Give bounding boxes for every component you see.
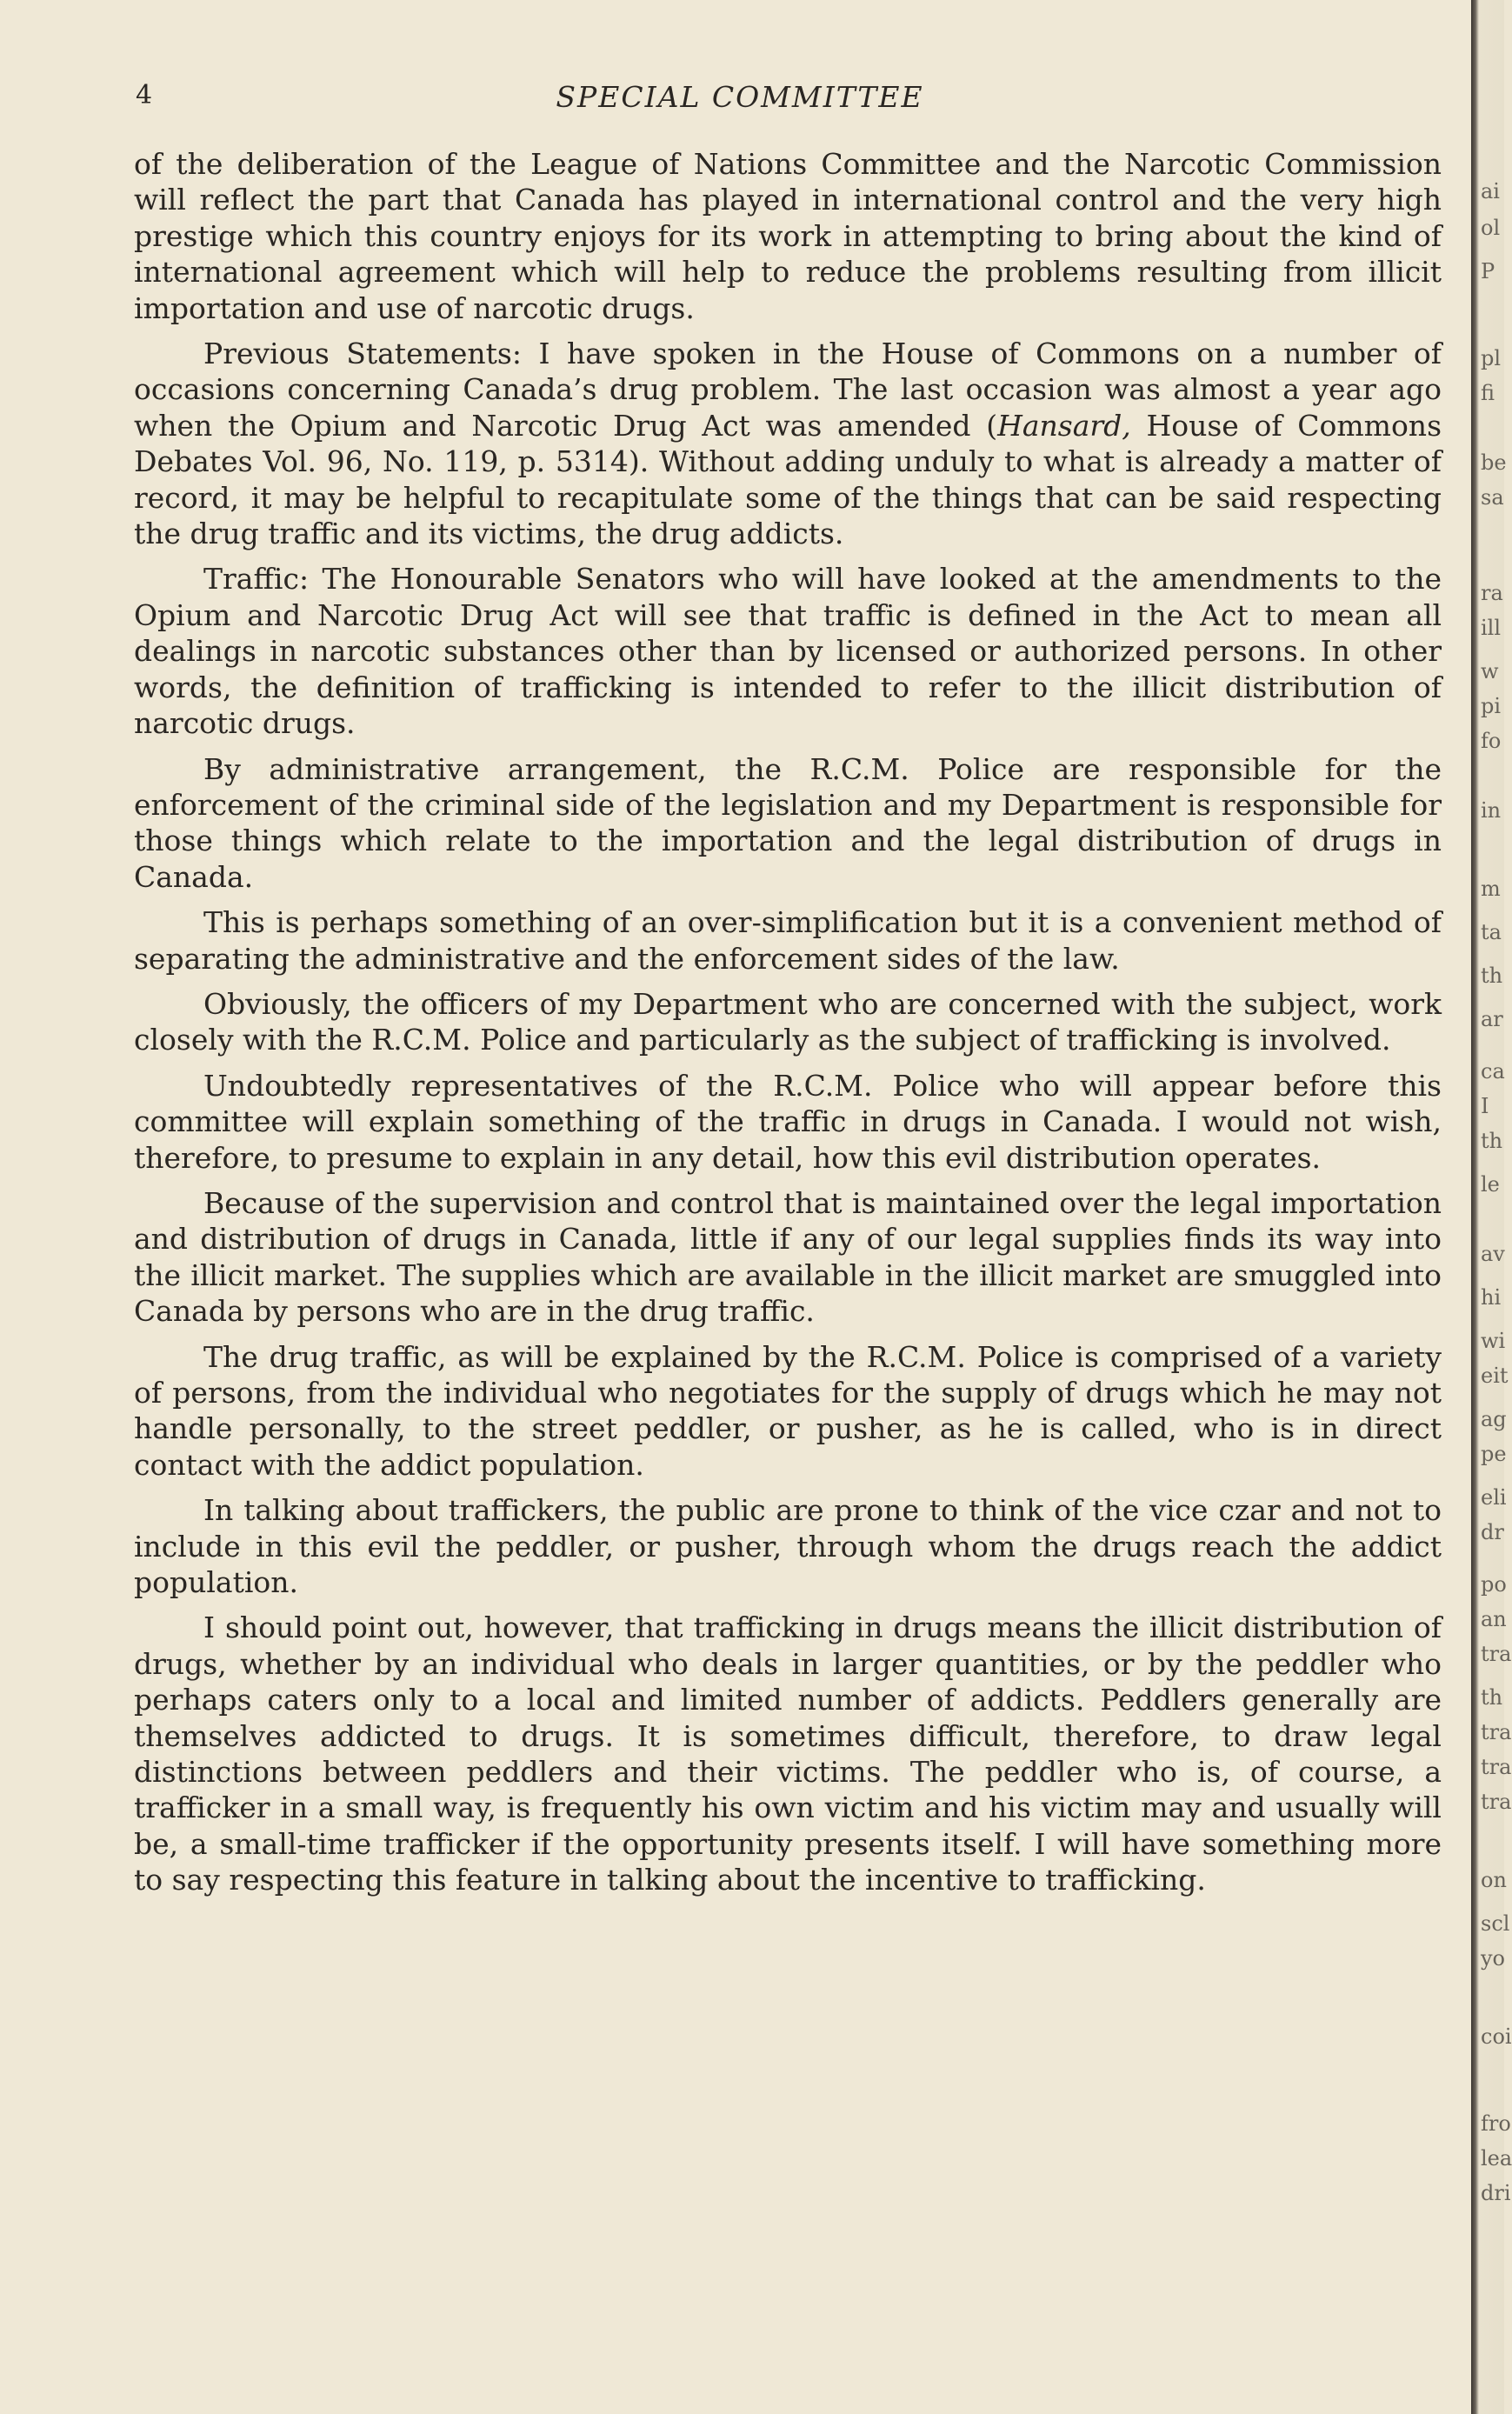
- page-header: [0, 75, 1471, 118]
- edge-fragment: ra: [1481, 581, 1503, 605]
- edge-fragment: pe: [1481, 1442, 1507, 1466]
- edge-fragment: dr: [1481, 1520, 1504, 1544]
- edge-fragment: po: [1481, 1572, 1507, 1597]
- edge-fragment: pi: [1481, 694, 1502, 718]
- edge-fragment: on: [1481, 1868, 1507, 1892]
- edge-fragment: th: [1481, 1129, 1503, 1153]
- edge-fragment: ag: [1481, 1407, 1507, 1431]
- edge-fragment: tra: [1481, 1790, 1512, 1814]
- edge-fragment: fi: [1481, 381, 1495, 405]
- edge-fragment: ill: [1481, 616, 1502, 640]
- adjacent-page-edge-text: [1481, 165, 1512, 2391]
- edge-fragment: m: [1481, 877, 1501, 901]
- edge-fragment: yo: [1481, 1946, 1506, 1971]
- edge-fragment: wi: [1481, 1329, 1506, 1353]
- edge-fragment: fo: [1481, 729, 1502, 753]
- edge-fragment: th: [1481, 1685, 1503, 1710]
- edge-fragment: th: [1481, 964, 1503, 988]
- edge-fragment: ai: [1481, 179, 1500, 203]
- paragraph: In talking about traffickers, the public are prone to think of the vice czar and not to include in this evil the peddler, or pusher, through whom the drugs reach the addict population.: [134, 1493, 1442, 1600]
- edge-fragment: dri: [1481, 2181, 1511, 2205]
- paragraph: This is perhaps something of an over-simplification but it is a convenient method of separating the administrative and the enforcement sides of the law.: [134, 905, 1442, 976]
- page-number: 4: [136, 80, 153, 110]
- edge-fragment: tra: [1481, 1642, 1512, 1666]
- edge-fragment: scl: [1481, 1911, 1510, 1936]
- paragraph: I should point out, however, that trafficking in drugs means the illicit distribution of drugs, whether by an individual who deals in larger quantities, or by the peddler who perhaps caters only to a local and limited number of addicts. Peddlers generally are themselves addicted to drugs. It is sometimes difficult, therefore, to draw legal distinctions between peddlers and their victims. The peddler who is, of course, a trafficker in a small way, is frequently his own victim and his victim may and usually will be, a small-time trafficker if the opportunity presents itself. I will have something more to say respecting this feature in talking about the incentive to trafficking.: [134, 1610, 1442, 1897]
- edge-fragment: tra: [1481, 1755, 1512, 1779]
- edge-fragment: an: [1481, 1607, 1507, 1631]
- edge-fragment: lea: [1481, 2146, 1512, 2171]
- edge-fragment: eli: [1481, 1485, 1507, 1510]
- edge-fragment: eit: [1481, 1364, 1509, 1388]
- edge-fragment: pl: [1481, 346, 1502, 370]
- edge-fragment: av: [1481, 1242, 1505, 1266]
- edge-fragment: I: [1481, 1094, 1489, 1118]
- edge-fragment: in: [1481, 798, 1502, 823]
- edge-fragment: coi: [1481, 2024, 1512, 2049]
- edge-fragment: hi: [1481, 1285, 1502, 1310]
- citation-italic: Hansard,: [997, 408, 1131, 443]
- edge-fragment: ar: [1481, 1007, 1503, 1031]
- edge-fragment: sa: [1481, 485, 1504, 510]
- paragraph: Traffic: The Honourable Senators who will have looked at the amendments to the Opium and Narcotic Drug Act will see that traffic is defined in the Act to mean all dealings in narcotic substances other than by licensed or authorized persons. In other words, the definition of trafficking is intended to refer to the illicit distribution of narcotic drugs.: [134, 562, 1442, 741]
- edge-fragment: le: [1481, 1172, 1500, 1197]
- paragraph: of the deliberation of the League of Nations Committee and the Narcotic Commission will reflect the part that Canada has played in international control and the very high prestige which this country enjoys for its work in attempting to bring about the kind of international agreement which will help to reduce the problems resulting from illicit importation and use of narcotic drugs.: [134, 147, 1442, 325]
- running-head: SPECIAL COMMITTEE: [556, 80, 924, 114]
- paragraph: Undoubtedly representatives of the R.C.M. Police who will appear before this committee will explain something of the traffic in drugs in Canada. I would not wish, therefore, to presume to explain in any detail, how this evil distribution operates.: [134, 1068, 1442, 1175]
- paragraph: Previous Statements: I have spoken in the House of Commons on a number of occasions concerning Canada’s drug problem. The last occasion was almost a year ago when the Opium and Narcotic Drug Act was amended (Hansard, House of Commons Debates Vol. 96, No. 119, p. 5314). Without adding unduly to what is already a matter of record, it may be helpful to recapitulate some of the things that can be said respecting the drug traffic and its victims, the drug addicts.: [134, 337, 1442, 551]
- edge-fragment: be: [1481, 450, 1507, 475]
- edge-fragment: ta: [1481, 920, 1502, 944]
- paragraph: The drug traffic, as will be explained by the R.C.M. Police is comprised of a variety of persons, from the individual who negotiates for the supply of drugs which he may not handle personally, to the street peddler, or pusher, as he is called, who is in direct contact with the addict population.: [134, 1339, 1442, 1482]
- edge-fragment: ol: [1481, 216, 1501, 240]
- paragraph: Because of the supervision and control that is maintained over the legal importation and distribution of drugs in Canada, little if any of our legal supplies finds its way into the illicit market. The supplies which are available in the illicit market are smuggled into Canada by persons who are in the drug traffic.: [134, 1185, 1442, 1329]
- edge-fragment: P: [1481, 259, 1495, 283]
- paragraph: By administrative arrangement, the R.C.M. Police are responsible for the enforcement of the criminal side of the legislation and my Department is responsible for those things which relate to the importation and the legal distribution of drugs in Canada.: [134, 751, 1442, 894]
- edge-fragment: ca: [1481, 1059, 1505, 1084]
- paragraph: Obviously, the officers of my Department who are concerned with the subject, work closely with the R.C.M. Police and particularly as the subject of trafficking is involved.: [134, 986, 1442, 1057]
- edge-fragment: w: [1481, 659, 1499, 684]
- body-text: [134, 146, 1442, 1908]
- edge-fragment: tra: [1481, 1720, 1512, 1744]
- edge-fragment: fro: [1481, 2111, 1511, 2136]
